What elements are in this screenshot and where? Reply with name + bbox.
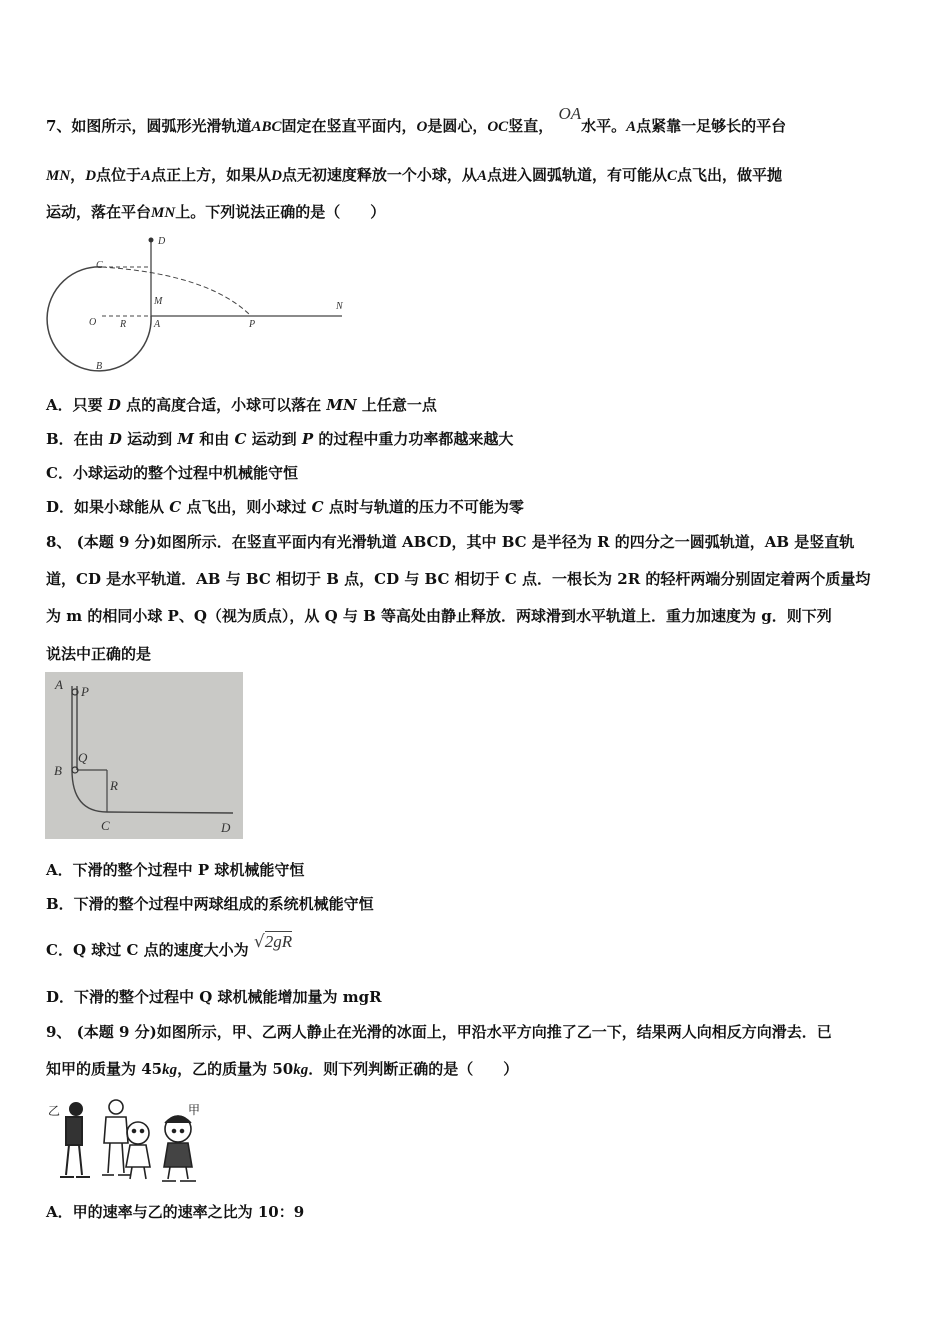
text: 运动，落在平台 — [46, 203, 152, 221]
var: ABC — [251, 119, 282, 135]
q8-line-1: 8、 (本题 9 分)如图所示．在竖直平面内有光滑轨道 ABCD，其中 BC 是半径为 R 的四分之一圆弧轨道，AB 是竖直轨 — [46, 533, 855, 551]
label-a: A — [55, 677, 63, 692]
text: 固定在竖直平面内， — [281, 117, 417, 135]
var: OC — [487, 119, 509, 135]
text: 和由 — [193, 430, 235, 448]
label-a: A — [154, 319, 161, 330]
text: 点的高度合适，小球可以落在 — [120, 396, 327, 414]
q8-figure-photo — [45, 672, 243, 839]
var: A — [476, 168, 487, 184]
text: 的过程中重力功率都越来越大 — [313, 430, 514, 448]
text: 上。下列说法正确的是（ ） — [175, 203, 386, 221]
label-n: N — [336, 301, 343, 312]
label-m: M — [154, 296, 163, 307]
var: D — [271, 168, 282, 184]
q8-figure — [45, 672, 243, 839]
var: P — [301, 430, 314, 448]
q9-option-a: A．甲的速率与乙的速率之比为 10：9 — [46, 1203, 305, 1221]
text: 点位于 — [96, 166, 142, 184]
skater-boy-icon — [162, 1116, 196, 1181]
label-q: Q — [78, 750, 88, 765]
unit: kg — [162, 1062, 178, 1078]
var: A — [626, 119, 637, 135]
q7-option-d — [46, 497, 524, 517]
text: C．Q 球过 C 点的速度大小为 — [46, 941, 249, 959]
skater-adult-icon — [60, 1103, 90, 1177]
q8-line-2: 道，CD 是水平轨道．AB 与 BC 相切于 B 点，CD 与 BC 相切于 C 点．一根长为 2R 的轻杆两端分别固定着两个质量均 — [46, 570, 871, 588]
var: MN — [151, 205, 176, 221]
text: 点飞出，做平抛 — [676, 166, 782, 184]
var: C — [169, 498, 182, 516]
label-d: D — [158, 236, 166, 247]
math-oa: OA — [558, 104, 582, 123]
text: ，乙的质量为 50 — [177, 1060, 294, 1078]
var: MN — [326, 396, 357, 414]
text: 运动到 — [121, 430, 178, 448]
text: 点飞出，则小球过 — [181, 498, 312, 516]
var: D — [85, 168, 97, 184]
q7-option-c: C．小球运动的整个过程中机械能守恒 — [46, 464, 298, 482]
q7-line-3 — [46, 202, 385, 223]
label-r: R — [110, 778, 118, 793]
label-b: B — [54, 763, 62, 778]
var: M — [177, 430, 194, 448]
text: 点紧靠一足够长的平台 — [636, 117, 787, 135]
text: 7、如图所示，圆弧形光滑轨道 — [46, 117, 252, 135]
q8-line-4: 说法中正确的是 — [46, 645, 152, 663]
q8-option-b: B．下滑的整个过程中两球组成的系统机械能守恒 — [46, 895, 374, 913]
label-yi: 乙 — [48, 1104, 61, 1118]
sqrt-icon: √ — [253, 932, 265, 952]
text: 运动到 — [246, 430, 302, 448]
text: B．在由 — [46, 430, 109, 448]
q7-option-a — [46, 395, 437, 415]
q7-figure — [44, 232, 354, 374]
q8-option-c — [46, 932, 293, 960]
var: MN — [46, 168, 71, 184]
q7-line-2 — [46, 165, 782, 186]
var: C — [311, 498, 324, 516]
var: D — [108, 430, 122, 448]
text: ， — [70, 166, 86, 184]
text: 竖直， — [508, 117, 554, 135]
var: A — [141, 168, 152, 184]
text: 点无初速度释放一个小球，从 — [281, 166, 477, 184]
label-d: D — [221, 820, 231, 835]
text: 点正上方，如果从 — [151, 166, 272, 184]
q7-line-1 — [46, 104, 787, 137]
q8-option-a: A．下滑的整个过程中 P 球机械能守恒 — [46, 861, 305, 879]
label-p: P — [81, 684, 89, 699]
text: 是圆心， — [427, 117, 488, 135]
label-o: O — [89, 317, 97, 328]
label-c: C — [101, 818, 110, 833]
text: 知甲的质量为 45 — [46, 1060, 163, 1078]
label-jia: 甲 — [188, 1103, 201, 1117]
q8-line-3: 为 m 的相同小球 P、Q（视为质点），从 Q 与 B 等高处由静止释放．两球滑到水平轨道上．重力加速度为 g．则下列 — [46, 607, 832, 625]
q9-line-2 — [46, 1059, 518, 1080]
label-r: R — [120, 319, 127, 330]
math-2gr: 2gR — [264, 932, 293, 951]
skater-girl-icon — [126, 1122, 150, 1179]
label-c: C — [96, 260, 103, 271]
text: 上任意一点 — [356, 396, 437, 414]
text: D．如果小球能从 — [46, 498, 170, 516]
text: 点时与轨道的压力不可能为零 — [323, 498, 524, 516]
var: C — [666, 168, 677, 184]
text: 水平。 — [581, 117, 627, 135]
var: C — [234, 430, 247, 448]
point-d — [149, 238, 154, 243]
text: ．则下列判断正确的是（ ） — [308, 1060, 519, 1078]
label-b: B — [96, 361, 103, 372]
q9-figure — [46, 1095, 206, 1187]
var: D — [107, 396, 121, 414]
text: 点进入圆弧轨道，有可能从 — [486, 166, 667, 184]
q7-option-b — [46, 429, 513, 449]
circle-track — [47, 267, 151, 371]
parabola-path — [102, 267, 251, 316]
var: O — [416, 119, 428, 135]
unit: kg — [293, 1062, 309, 1078]
label-p: P — [249, 319, 256, 330]
q8-option-d: D．下滑的整个过程中 Q 球机械能增加量为 mgR — [46, 988, 382, 1006]
q9-line-1: 9、 (本题 9 分)如图所示，甲、乙两人静止在光滑的冰面上，甲沿水平方向推了乙一下，结果两人向相反方向滑去．已 — [46, 1023, 832, 1041]
text: A．只要 — [46, 396, 108, 414]
